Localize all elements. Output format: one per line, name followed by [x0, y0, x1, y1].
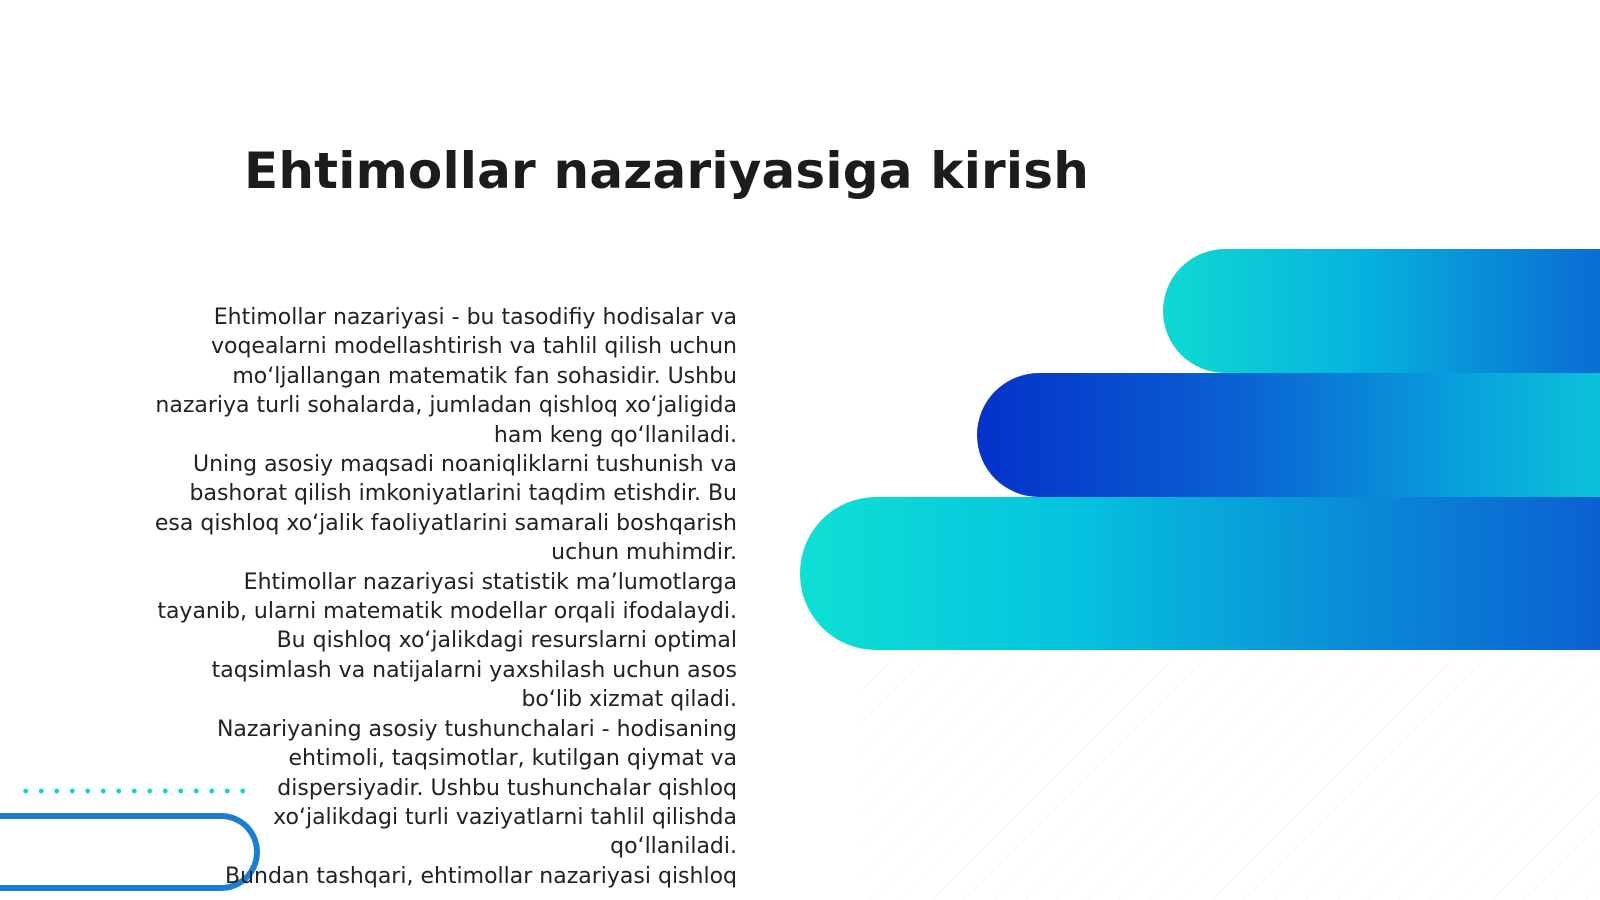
- gradient-pill-middle: [977, 373, 1600, 497]
- slide-title: Ehtimollar nazariyasiga kirish: [244, 142, 1090, 200]
- body-paragraph: Bundan tashqari, ehtimollar nazariyasi qishloq: [224, 863, 737, 889]
- body-paragraph: Ehtimollar nazariyasi - bu tasodifiy hodisalar va voqealarni modellashtirish va tahlil qilish uchun mo‘ljallangan matematik fan sohasidir. Ushbu nazariya turli sohalarda, jumladan qishloq xo‘jaligida ham keng qo‘llaniladi.: [155, 305, 737, 448]
- hatch-pattern-decoration: [860, 660, 1600, 900]
- slide-body: [150, 303, 737, 891]
- gradient-pill-bottom: [800, 497, 1600, 650]
- body-paragraph: Nazariyaning asosiy tushunchalari - hodisaning ehtimoli, taqsimotlar, kutilgan qiymat va dispersiyadir. Ushbu tushunchalar qishloq xo‘jalikdagi turli vaziyatlarni tahlil qilishda qo‘llaniladi.: [216, 716, 737, 860]
- gradient-pill-top: [1163, 249, 1600, 373]
- body-paragraph: Uning asosiy maqsadi noaniqliklarni tushunish va bashorat qilish imkoniyatlarini taqdim etishdir. Bu esa qishloq xo‘jalik faoliyatlarini samarali boshqarish uchun muhimdir.: [154, 452, 737, 566]
- body-paragraph: Ehtimollar nazariyasi statistik ma’lumotlarga tayanib, ularni matematik modellar orqali ifodalaydi. Bu qishloq xo‘jalikdagi resurslarni optimal taqsimlash va natijalarni yaxshilash uchun asos bo‘lib xizmat qiladi.: [157, 569, 737, 713]
